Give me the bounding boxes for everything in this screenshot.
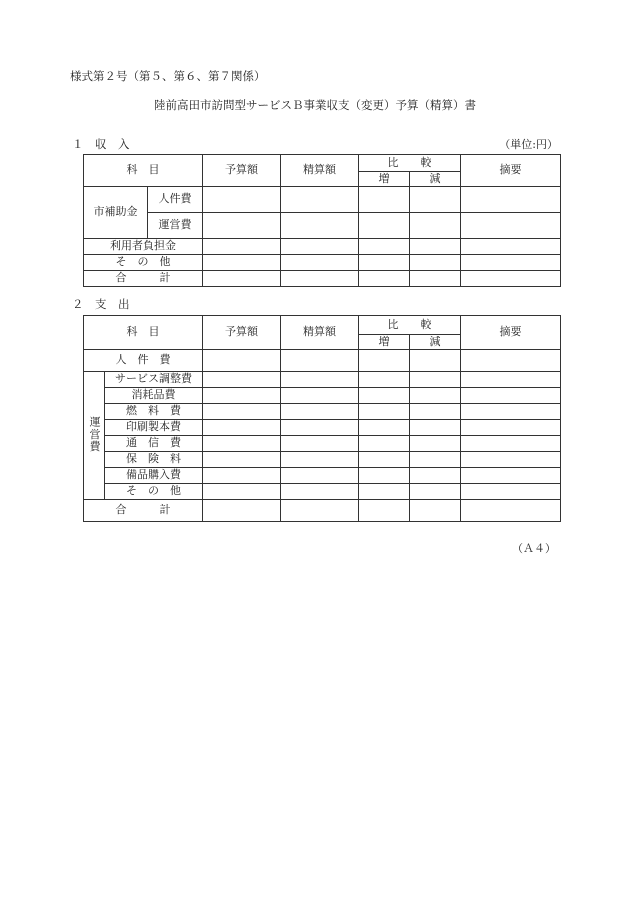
cell-input[interactable] <box>461 404 561 420</box>
cell-input[interactable] <box>281 484 359 500</box>
row-total: 合 計 <box>84 500 203 522</box>
cell-input[interactable] <box>410 420 461 436</box>
row-personnel: 人件費 <box>148 187 203 213</box>
cell-input[interactable] <box>359 420 410 436</box>
cell-input[interactable] <box>461 271 561 287</box>
cell-input[interactable] <box>359 388 410 404</box>
cell-input[interactable] <box>410 404 461 420</box>
cell-input[interactable] <box>359 404 410 420</box>
header-comparison: 比 較 <box>359 316 461 335</box>
cell-input[interactable] <box>281 468 359 484</box>
cell-input[interactable] <box>461 484 561 500</box>
cell-input[interactable] <box>203 484 281 500</box>
section-income-heading: １ 収 入 <box>72 137 130 151</box>
row-item: 通 信 費 <box>105 436 203 452</box>
operation-group-label: 運営費 <box>88 415 102 453</box>
cell-input[interactable] <box>461 255 561 271</box>
row-personnel: 人 件 費 <box>84 350 203 372</box>
cell-input[interactable] <box>281 500 359 522</box>
row-other: そ の 他 <box>84 255 203 271</box>
cell-input[interactable] <box>281 239 359 255</box>
unit-label: （単位:円） <box>499 138 558 151</box>
cell-input[interactable] <box>203 372 281 388</box>
header-decrease: 減 <box>410 172 461 187</box>
cell-input[interactable] <box>359 213 410 239</box>
cell-input[interactable] <box>359 452 410 468</box>
cell-input[interactable] <box>281 420 359 436</box>
row-item: 印刷製本費 <box>105 420 203 436</box>
cell-input[interactable] <box>359 187 410 213</box>
cell-input[interactable] <box>461 350 561 372</box>
form-number: 様式第２号（第５、第６、第７関係） <box>70 69 266 83</box>
header-budget: 予算額 <box>203 316 281 350</box>
cell-input[interactable] <box>203 213 281 239</box>
section-expense-heading: ２ 支 出 <box>72 297 130 311</box>
cell-input[interactable] <box>281 187 359 213</box>
cell-input[interactable] <box>410 213 461 239</box>
cell-input[interactable] <box>410 255 461 271</box>
cell-input[interactable] <box>461 500 561 522</box>
cell-input[interactable] <box>359 436 410 452</box>
cell-input[interactable] <box>461 388 561 404</box>
cell-input[interactable] <box>359 468 410 484</box>
row-operation-group <box>84 372 105 500</box>
cell-input[interactable] <box>410 484 461 500</box>
cell-input[interactable] <box>359 239 410 255</box>
cell-input[interactable] <box>410 350 461 372</box>
row-item: 備品購入費 <box>105 468 203 484</box>
cell-input[interactable] <box>203 350 281 372</box>
cell-input[interactable] <box>359 350 410 372</box>
cell-input[interactable] <box>281 452 359 468</box>
cell-input[interactable] <box>461 420 561 436</box>
cell-input[interactable] <box>203 187 281 213</box>
cell-input[interactable] <box>203 239 281 255</box>
row-operation: 運営費 <box>148 213 203 239</box>
cell-input[interactable] <box>203 271 281 287</box>
cell-input[interactable] <box>461 468 561 484</box>
row-item: サービス調整費 <box>105 372 203 388</box>
cell-input[interactable] <box>203 420 281 436</box>
cell-input[interactable] <box>410 187 461 213</box>
cell-input[interactable] <box>410 372 461 388</box>
row-user-fee: 利用者負担金 <box>84 239 203 255</box>
cell-input[interactable] <box>461 187 561 213</box>
cell-input[interactable] <box>203 468 281 484</box>
header-increase: 増 <box>359 335 410 350</box>
header-budget: 予算額 <box>203 155 281 187</box>
header-settlement: 精算額 <box>281 155 359 187</box>
cell-input[interactable] <box>410 436 461 452</box>
row-item: 保 険 料 <box>105 452 203 468</box>
header-decrease: 減 <box>410 335 461 350</box>
cell-input[interactable] <box>359 484 410 500</box>
header-settlement: 精算額 <box>281 316 359 350</box>
cell-input[interactable] <box>461 213 561 239</box>
cell-input[interactable] <box>281 372 359 388</box>
cell-input[interactable] <box>203 388 281 404</box>
paper-size-label: （Ａ４） <box>512 542 556 555</box>
cell-input[interactable] <box>281 404 359 420</box>
document-title: 陸前高田市訪問型サービスＢ事業収支（変更）予算（精算）書 <box>154 98 476 112</box>
cell-input[interactable] <box>461 239 561 255</box>
cell-input[interactable] <box>410 452 461 468</box>
cell-input[interactable] <box>281 255 359 271</box>
cell-input[interactable] <box>410 500 461 522</box>
cell-input[interactable] <box>461 372 561 388</box>
row-item: 燃 料 費 <box>105 404 203 420</box>
row-item: 消耗品費 <box>105 388 203 404</box>
cell-input[interactable] <box>461 452 561 468</box>
income-table <box>83 154 561 287</box>
cell-input[interactable] <box>359 271 410 287</box>
header-kamoku: 科 目 <box>84 155 203 187</box>
cell-input[interactable] <box>281 388 359 404</box>
cell-input[interactable] <box>359 372 410 388</box>
expense-table <box>83 315 561 522</box>
cell-input[interactable] <box>281 350 359 372</box>
header-remarks: 摘要 <box>461 155 561 187</box>
row-item: そ の 他 <box>105 484 203 500</box>
header-remarks: 摘要 <box>461 316 561 350</box>
cell-input[interactable] <box>203 500 281 522</box>
header-kamoku: 科 目 <box>84 316 203 350</box>
cell-input[interactable] <box>461 436 561 452</box>
cell-input[interactable] <box>410 239 461 255</box>
cell-input[interactable] <box>281 213 359 239</box>
row-city-subsidy: 市補助金 <box>84 187 148 239</box>
header-increase: 増 <box>359 172 410 187</box>
cell-input[interactable] <box>281 271 359 287</box>
cell-input[interactable] <box>410 388 461 404</box>
cell-input[interactable] <box>203 404 281 420</box>
header-comparison: 比 較 <box>359 155 461 172</box>
cell-input[interactable] <box>203 452 281 468</box>
cell-input[interactable] <box>410 271 461 287</box>
row-total: 合 計 <box>84 271 203 287</box>
cell-input[interactable] <box>359 255 410 271</box>
cell-input[interactable] <box>359 500 410 522</box>
cell-input[interactable] <box>203 255 281 271</box>
cell-input[interactable] <box>281 436 359 452</box>
cell-input[interactable] <box>410 468 461 484</box>
cell-input[interactable] <box>203 436 281 452</box>
